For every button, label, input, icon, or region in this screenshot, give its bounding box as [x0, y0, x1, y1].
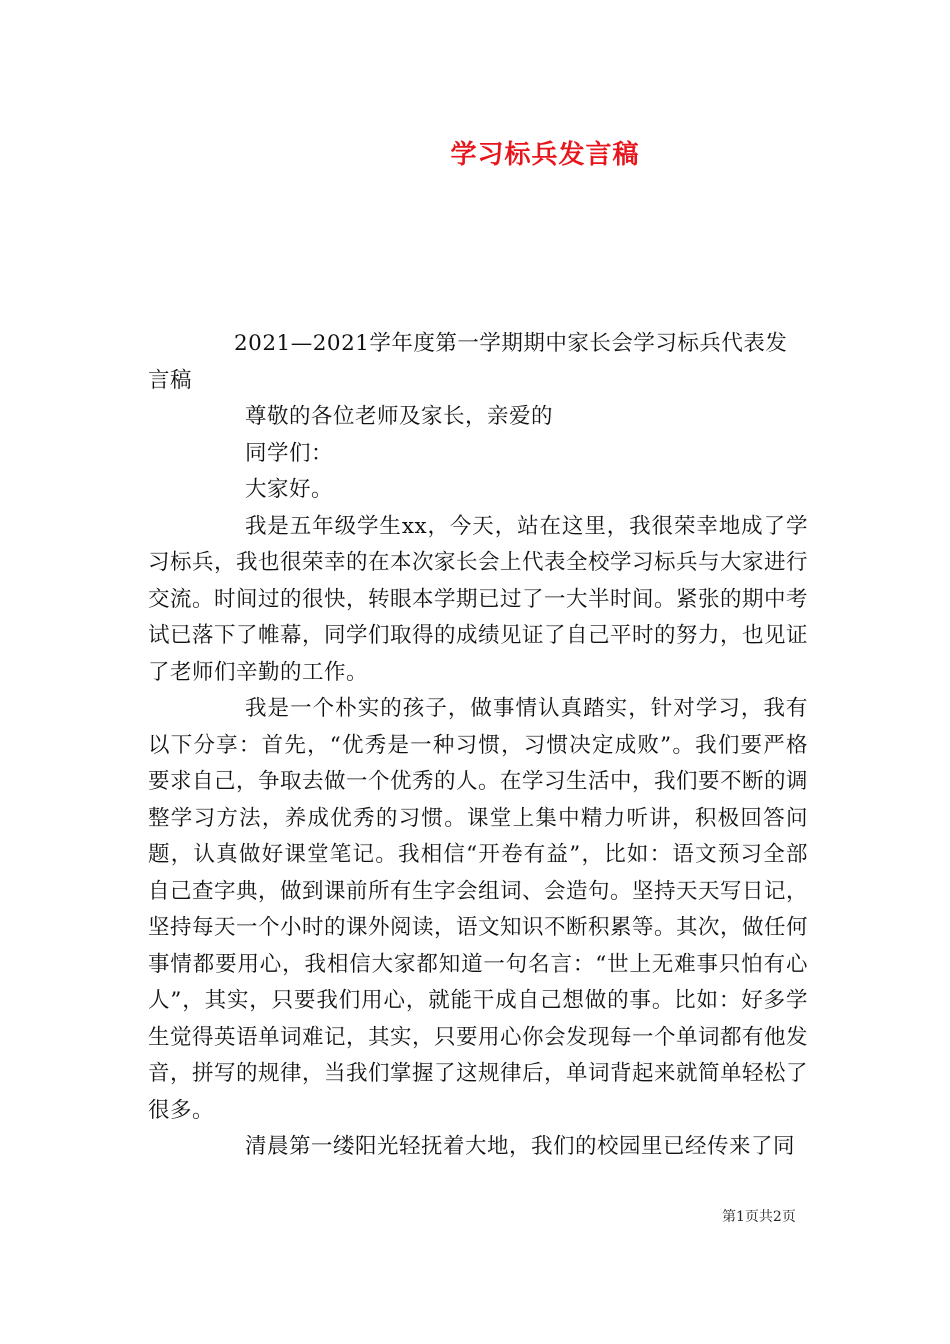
- paragraph-salutation: 尊敬的各位老师及家长，亲爱的: [245, 404, 554, 429]
- paragraph-heading: 2021—2021学年度第一学期期中家长会学习标兵代表发言稿: [148, 331, 788, 393]
- document-body: [148, 326, 808, 1166]
- document-title: 学习标兵发言稿: [450, 140, 640, 170]
- paragraph-intro: 我是五年级学生xx，今天，站在这里，我很荣幸地成了学习标兵，我也很荣幸的在本次家长会上代表全校学习标兵与大家进行交流。时间过的很快，转眼本学期已过了一大半时间。紧张的期中考试已落下了帷幕，同学们取得的成绩见证了自己平时的努力，也见证了老师们辛勤的工作。: [148, 513, 809, 685]
- page-number-footer: 第1页共2页: [722, 1209, 796, 1225]
- paragraph-morning: 清晨第一缕阳光轻抚着大地，我们的校园里已经传来了同: [245, 1134, 796, 1159]
- paragraph-sharing: 我是一个朴实的孩子，做事情认真踏实，针对学习，我有以下分享：首先，“优秀是一种习惯，习惯决定成败”。我们要严格要求自己，争取去做一个优秀的人。在学习生活中，我们要不断的调整学习方法，养成优秀的习惯。课堂上集中精力听讲，积极回答问题，认真做好课堂笔记。我相信“开卷有益”，比如：语文预习全部自己查字典，做到课前所有生字会组词、会造句。坚持天天写日记，坚持每天一个小时的课外阅读，语文知识不断积累等。其次，做任何事情都要用心，我相信大家都知道一句名言：“世上无难事只怕有心人”，其实，只要我们用心，就能干成自己想做的事。比如：好多学生觉得英语单词难记，其实，只要用心你会发现每一个单词都有他发音，拼写的规律，当我们掌握了这规律后，单词背起来就简单轻松了很多。: [148, 696, 809, 1123]
- paragraph-greeting: 大家好。: [245, 477, 334, 502]
- paragraph-salutation-cont: 同学们：: [245, 440, 334, 466]
